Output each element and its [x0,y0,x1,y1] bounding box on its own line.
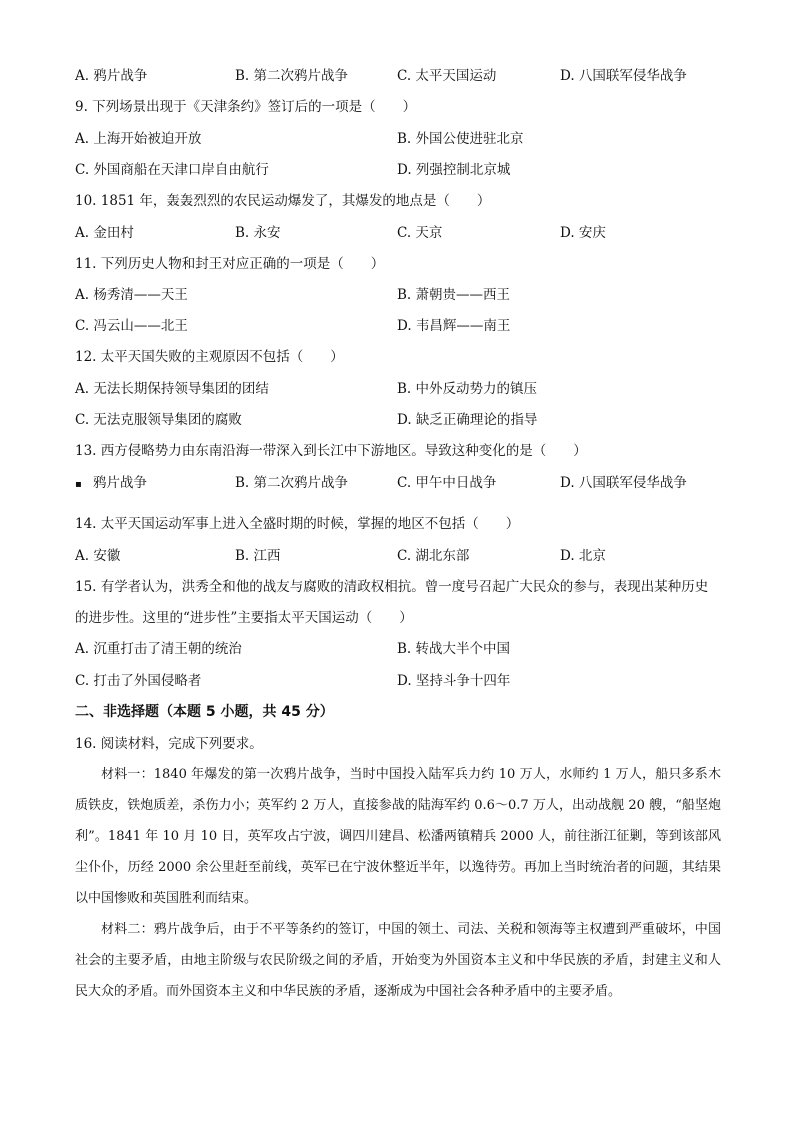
option-a: A. 杨秀清——天王 [75,287,188,303]
option-a: 鸦片战争 [93,475,147,491]
question-stem: 14. 太平天国运动军事上进入全盛时期的时候，掌握的地区不包括（ ） [75,516,520,532]
option-c: C. 冯云山——北王 [75,318,188,334]
option-a: A. 鸦片战争 [75,68,148,84]
option-a: A. 金田村 [75,225,134,241]
option-c: C. 无法克服领导集团的腐败 [75,412,242,428]
option-c: C. 太平天国运动 [397,68,497,84]
option-marker: ▪ [75,479,82,490]
option-d: D. 列强控制北京城 [397,162,511,178]
question-stem: 9. 下列场景出现于《天津条约》签订后的一项是（ ） [75,99,417,115]
option-b: B. 第二次鸦片战争 [235,68,349,84]
option-d: D. 缺乏正确理论的指导 [397,412,538,428]
options-row [75,284,730,306]
option-b: B. 外国公使进驻北京 [397,131,524,147]
option-b: B. 转战大半个中国 [397,641,511,657]
question-stem: 13. 西方侵略势力由东南沿海一带深入到长江中下游地区。导致这种变化的是（ ） [75,443,587,459]
options-row [75,638,730,660]
options-row [75,128,730,150]
option-d: D. 韦昌辉——南王 [397,318,511,334]
option-c: C. 外国商船在天津口岸自由航行 [75,162,269,178]
options-row [75,670,730,692]
option-c: C. 打击了外国侵略者 [75,673,202,689]
option-b: B. 江西 [235,548,281,564]
options-row [75,65,730,87]
options-row [75,159,730,181]
options-row [75,222,730,244]
options-row [75,409,730,431]
option-a: A. 安徽 [75,548,121,564]
option-b: B. 中外反动势力的镇压 [397,381,538,397]
option-d: D. 八国联军侵华战争 [560,475,687,491]
question-stem-continued: 的进步性。这里的“进步性”主要指太平天国运动（ ） [75,610,413,626]
option-b: B. 永安 [235,225,281,241]
question-stem: 10. 1851 年，轰轰烈烈的农民运动爆发了，其爆发的地点是（ ） [75,193,491,209]
material-two: 材料二：鸦片战争后，由于不平等条约的签订，中国的领土、司法、关税和领海等主权遭到严重破坏，中国社会的主要矛盾，由地主阶级与农民阶级之间的矛盾，开始变为外国资本主义和中华民族的矛盾，封建主义和人民大众的矛盾。而外国资本主义和中华民族的矛盾，逐渐成为中国社会各种矛盾中的主要矛盾。 [75,922,721,999]
section-title: 二、非选择题（本题 5 小题，共 45 分） [75,704,334,720]
option-d: D. 八国联军侵华战争 [560,68,687,84]
option-d: D. 坚持斗争十四年 [397,673,511,689]
option-d: D. 安庆 [560,225,606,241]
question-stem: 11. 下列历史人物和封王对应正确的一项是（ ） [75,256,385,272]
options-row [75,545,730,567]
options-row [75,315,730,337]
question-stem: 12. 太平天国失败的主观原因不包括（ ） [75,349,344,365]
option-c: C. 湖北东部 [397,548,470,564]
option-d: D. 北京 [560,548,606,564]
option-a: A. 无法长期保持领导集团的团结 [75,381,269,397]
question-stem: 16. 阅读材料，完成下列要求。 [75,736,263,752]
option-b: B. 萧朝贵——西王 [397,287,511,303]
options-row [75,378,730,400]
option-a: A. 沉重打击了清王朝的统治 [75,641,242,657]
option-c: C. 天京 [397,225,443,241]
material-one: 材料一：1840 年爆发的第一次鸦片战争，当时中国投入陆军兵力约 10 万人，水师约 1 万人，船只多系木质铁皮，铁炮质差，杀伤力小；英军约 2 万人，直接参战的陆海军约 0.6～0.7 万人，出动战舰 20 艘，“船坚炮利”。1841 年 10 月 10 日，英军攻占宁波，调四川建昌、松潘两镇精兵 2000 人，前往浙江征剿，等到该部风尘仆仆，历经 2000 余公里赶至前线，英军已在宁波休整近半年，以逸待劳。再加上当时统治者的问题，其结果以中国惨败和英国胜利而结束。 [75,767,721,906]
options-row [75,472,730,494]
option-c: C. 甲午中日战争 [397,475,497,491]
question-stem: 15. 有学者认为，洪秀全和他的战友与腐败的清政权相抗。曾一度号召起广大民众的参与，表现出某种历史 [75,579,709,595]
option-b: B. 第二次鸦片战争 [235,475,349,491]
option-a: A. 上海开始被迫开放 [75,131,202,147]
material-block [75,759,721,1007]
